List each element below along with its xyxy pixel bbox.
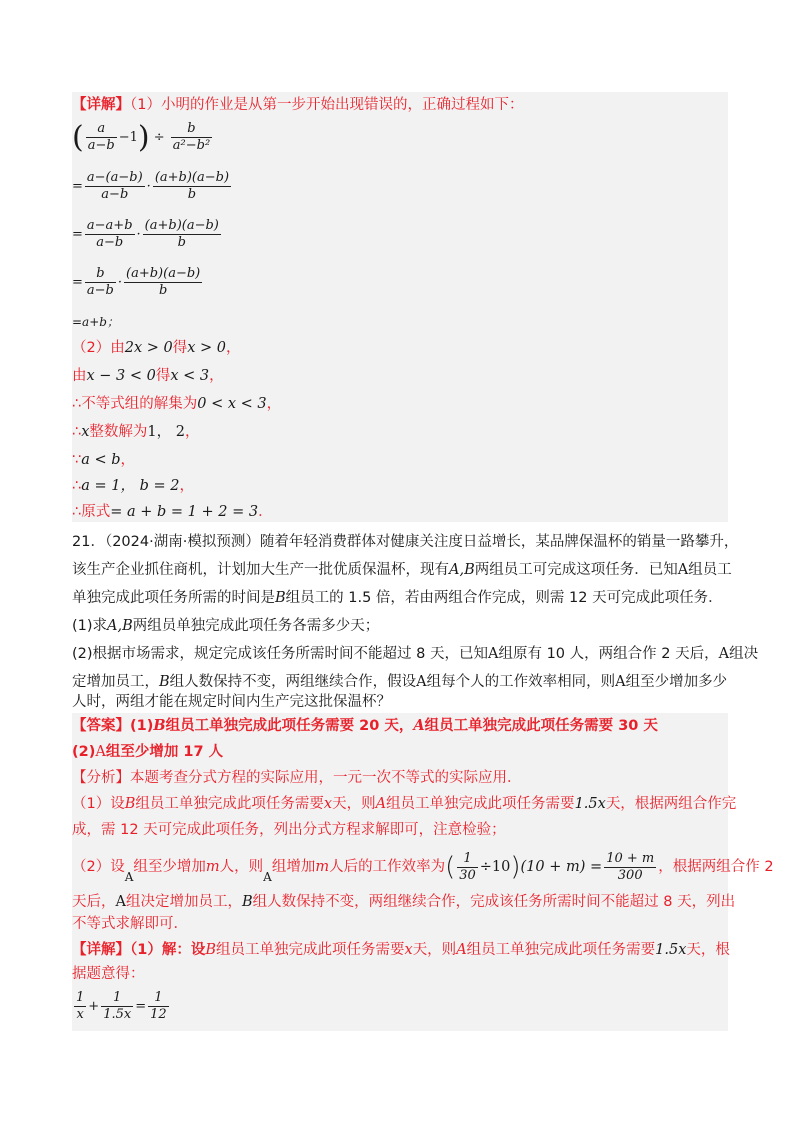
analysis-line-4: （2）设$_A$组至少增加m人，则$_A$组增加m人后的工作效率为( $\frac{1}{30}$ ÷10)(10 + m) = $\frac{10 + m}{300}$ ，根据两组合作 2	[72, 850, 774, 884]
detail-tag: 【详解】	[72, 97, 130, 113]
fraction-equation: $\frac{1}{x}$ + $\frac{1}{1.5x}$ = $\frac{1}{12}$	[76, 990, 167, 1022]
solution-block-shade	[72, 92, 728, 522]
answer-line-2: (2)A组至少增加 17 人	[72, 744, 224, 760]
q21-line-2: 该生产企业抓住商机，计划加大生产一批优质保温杯，现有A,B两组员工可完成这项任务．已知A组员工	[72, 562, 732, 578]
part2-line-5: ∵a < b，	[72, 452, 136, 468]
analysis-line-3: 成，需 12 天可完成此项任务，列出分式方程求解即可，注意检验；	[72, 822, 506, 838]
analysis-line-5: 天后，A组决定增加员工，B组人数保持不变，两组继续合作，完成该任务所需时间不能超过 8 天，列出	[72, 894, 736, 910]
equation-step-1: = $\frac{a-(a-b)}{a-b}$ · $\frac{(a+b)(a-b)}{b}$	[72, 170, 230, 202]
q21-sub1: (1)求A,B两组员单独完成此项任务各需多少天；	[72, 618, 380, 634]
detail-line-1: 【详解】（1）小明的作业是从第一步开始出现错误的，正确过程如下：	[72, 97, 524, 113]
q21-line-1: 21．（2024·湖南·模拟预测）随着年轻消费群体对健康关注度日益增长，某品牌保温杯的销量一路攀升，	[72, 534, 739, 550]
part2-line-6: ∴a = 1， b = 2，	[72, 478, 194, 494]
detail2-line-2: 据题意得：	[72, 966, 145, 982]
analysis-line-6: 不等式求解即可．	[72, 916, 188, 932]
equation-step-3: = $\frac{b}{a-b}$ · $\frac{(a+b)(a-b)}{b}$	[72, 266, 201, 298]
part2-line-7: ∴原式= a + b = 1 + 2 = 3．	[72, 504, 273, 520]
q21-sub2-line-3: 人时，两组才能在规定时间内生产完这批保温杯？	[72, 694, 391, 710]
equation-step-4: =a+b；	[72, 315, 119, 329]
part2-line-4: ∴x整数解为1， 2，	[72, 424, 200, 440]
analysis-line-2: （1）设B组员工单独完成此项任务需要x天，则A组员工单独完成此项任务需要1.5x天，根据两组合作完	[72, 796, 737, 812]
analysis-line-1: 【分析】本题考查分式方程的实际应用，一元一次不等式的实际应用．	[72, 770, 522, 786]
detail2-line-1: 【详解】（1）解：设B组员工单独完成此项任务需要x天，则A组员工单独完成此项任务需要1.5x天，根	[72, 942, 730, 958]
part2-line-1: （2）由2x > 0得x > 0，	[72, 340, 241, 356]
part2-line-3: ∴不等式组的解集为0 < x < 3，	[72, 396, 282, 412]
equation-step-2: = $\frac{a-a+b}{a-b}$ · $\frac{(a+b)(a-b)}{b}$	[72, 218, 219, 250]
q21-sub2-line-1: (2)根据市场需求，规定完成该任务所需时间不能超过 8 天，已知A组原有 10 人，两组合作 2 天后，A组决	[72, 646, 759, 662]
answer-line-1: 【答案】(1)B组员工单独完成此项任务需要 20 天，A组员工单独完成此项任务需要 30 天	[72, 717, 658, 734]
q21-sub2-line-2: 定增加员工，B组人数保持不变，两组继续合作，假设A组每个人的工作效率相同，则A组至少增加多少	[72, 674, 728, 690]
part2-line-2: 由x − 3 < 0得x < 3，	[72, 368, 224, 384]
q21-line-3: 单独完成此项任务所需的时间是B组员工的 1.5 倍，若由两组合作完成，则需 12 天可完成此项任务．	[72, 590, 723, 606]
equation-step-0: ( $\frac{a}{a-b}$ −1) ÷ $\frac{b}{\text{a²−b²}}$	[72, 120, 211, 155]
